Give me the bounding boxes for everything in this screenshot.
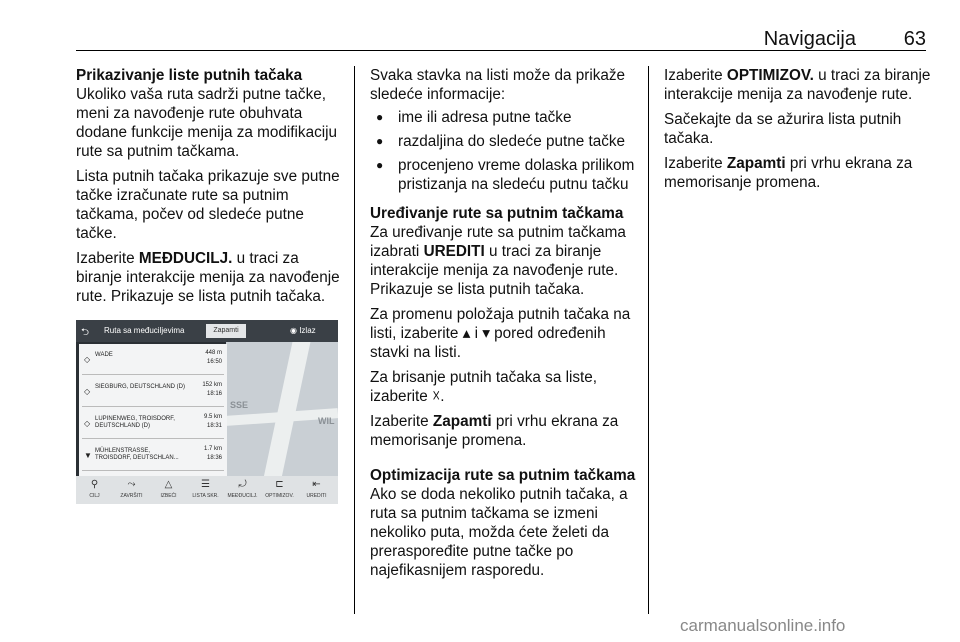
exit-icon: ◉ (290, 326, 300, 335)
info-list (370, 108, 638, 194)
nav-screen (76, 320, 338, 504)
watermark[interactable]: carmanualsonline.info (680, 616, 846, 635)
interaction-bar (76, 476, 338, 504)
header-rule (76, 50, 926, 51)
heading-optimize-route: Optimizacija rute sa putnim tačkama (370, 467, 636, 484)
heading-waypoint-list: Prikazivanje liste putnih tačaka (76, 67, 303, 84)
exit-button[interactable]: ◉ Izlaz (290, 326, 316, 335)
optimize-button[interactable]: ⊏ OPTIMIZOV. (261, 476, 298, 504)
list-item[interactable]: ▼ MÜHLENSTRASSE, TROISDORF, DEUTSCHLAN... 1.7 km 18:36 (82, 442, 224, 471)
list-item: ● razdaljina do sledeće putne tačke (370, 132, 638, 151)
column-1 (76, 66, 344, 312)
column-3 (664, 66, 932, 198)
route-end-icon: ⤳ (127, 479, 136, 490)
destination-icon: ⚲ (90, 479, 99, 490)
waypoint-icon: ◇ (84, 419, 91, 428)
optimize-icon: ⊏ (275, 479, 284, 490)
end-button[interactable]: ⤳ ZAVRŠITI (113, 476, 150, 504)
list-item: ● procenjeno vreme dolaska prilikom pristizanja na sledeću putnu tačku (370, 156, 638, 194)
turn-list-icon: ☰ (201, 479, 210, 490)
keyword: OPTIMIZOV. (726, 67, 814, 84)
keyword: UREDITI (423, 243, 485, 260)
back-icon[interactable]: ⮌ (81, 327, 90, 338)
heading-edit-route: Uređivanje rute sa putnim tačkama (370, 205, 624, 222)
list-item[interactable]: ◇ SIEGBURG, DEUTSCHLAND (D) 152 km 18:16 (82, 378, 224, 407)
avoid-button[interactable]: △ IZBEĆI (150, 476, 187, 504)
waypoint-route-icon: ⤾ (238, 479, 247, 490)
paragraph: Izaberite MEĐDUCILJ. u traci za biranje interakcije menija za navođenje rute. Prikazuje se lista putnih tačaka. (76, 250, 340, 305)
paragraph: Ako se doda nekoliko putnih tačaka, a ruta sa putnim tačkama se izmeni nekoliko puta, možda ćete želeti da preraspoređite putne tačke po najefikasnijem rasporedu. (370, 486, 628, 579)
waypoint-icon: ◇ (84, 355, 91, 364)
keyword: Zapamti (432, 413, 492, 430)
destination-flag-icon: ▼ (84, 451, 92, 460)
paragraph: Ukoliko vaša ruta sadrži putne tačke, meni za navođenje rute obuhvata dodane funkcije menija za modifikaciju rute sa putnim tačkama. (76, 86, 338, 160)
map-view (226, 342, 338, 478)
destination-button[interactable]: ⚲ CILJ (76, 476, 113, 504)
waypoint-list (79, 344, 227, 476)
list-item[interactable]: ◇ WADE 448 m 16:50 (82, 346, 224, 375)
paragraph: Izaberite Zapamti pri vrhu ekrana za memorisanje promena. (664, 155, 913, 191)
paragraph: Sačekajte da se ažurira lista putnih tačaka. (664, 111, 902, 147)
column-divider (648, 66, 649, 614)
keyword: Zapamti (726, 155, 786, 172)
column-2 (370, 66, 638, 586)
keyword: MEĐDUCILJ. (138, 250, 233, 267)
save-button[interactable]: Zapamti (206, 324, 246, 338)
section-title: Navigacija (763, 28, 856, 50)
list-item: ● ime ili adresa putne tačke (370, 108, 638, 127)
turn-list-button[interactable]: ☰ LISTA SKR. (187, 476, 224, 504)
avoid-icon: △ (164, 479, 173, 490)
edit-button[interactable]: ⇤ UREDITI (298, 476, 335, 504)
paragraph: Za promenu položaja putnih tačaka na listi, izaberite ▴ i ▾ pored određenih stavki na listi. (370, 306, 631, 361)
screen-top-bar (76, 320, 338, 342)
list-item[interactable]: ◇ LUPINENWEG, TROISDORF, DEUTSCHLAND (D) 9.5 km 18:31 (82, 410, 224, 439)
page-number: 63 (903, 28, 926, 50)
screen-title: Ruta sa međuciljevima (104, 326, 185, 335)
paragraph: Za uređivanje rute sa putnim tačkama izabrati UREDITI u traci za biranje interakcije menija za navođenje rute. Prikazuje se lista putnih tačaka. (370, 224, 626, 298)
waypoint-button[interactable]: ⤾ MEĐDUCILJ. (224, 476, 261, 504)
paragraph: Izaberite Zapamti pri vrhu ekrana za memorisanje promena. (370, 413, 619, 449)
screen-figure (76, 320, 338, 504)
page-header (76, 26, 926, 52)
waypoint-icon: ◇ (84, 387, 91, 396)
paragraph: Izaberite OPTIMIZOV. u traci za biranje interakcije menija za navođenje rute. (664, 67, 931, 103)
map-label: SSE (230, 400, 249, 410)
paragraph: Svaka stavka na listi može da prikaže sledeće informacije: (370, 67, 626, 103)
paragraph: Za brisanje putnih tačaka sa liste, izaberite ☓. (370, 369, 598, 405)
column-divider (354, 66, 355, 614)
edit-route-icon: ⇤ (312, 479, 321, 490)
map-label: WIL (318, 416, 335, 426)
paragraph: Lista putnih tačaka prikazuje sve putne tačke izračunate rute sa putnim tačkama, počev od sledeće putne tačke. (76, 168, 340, 242)
